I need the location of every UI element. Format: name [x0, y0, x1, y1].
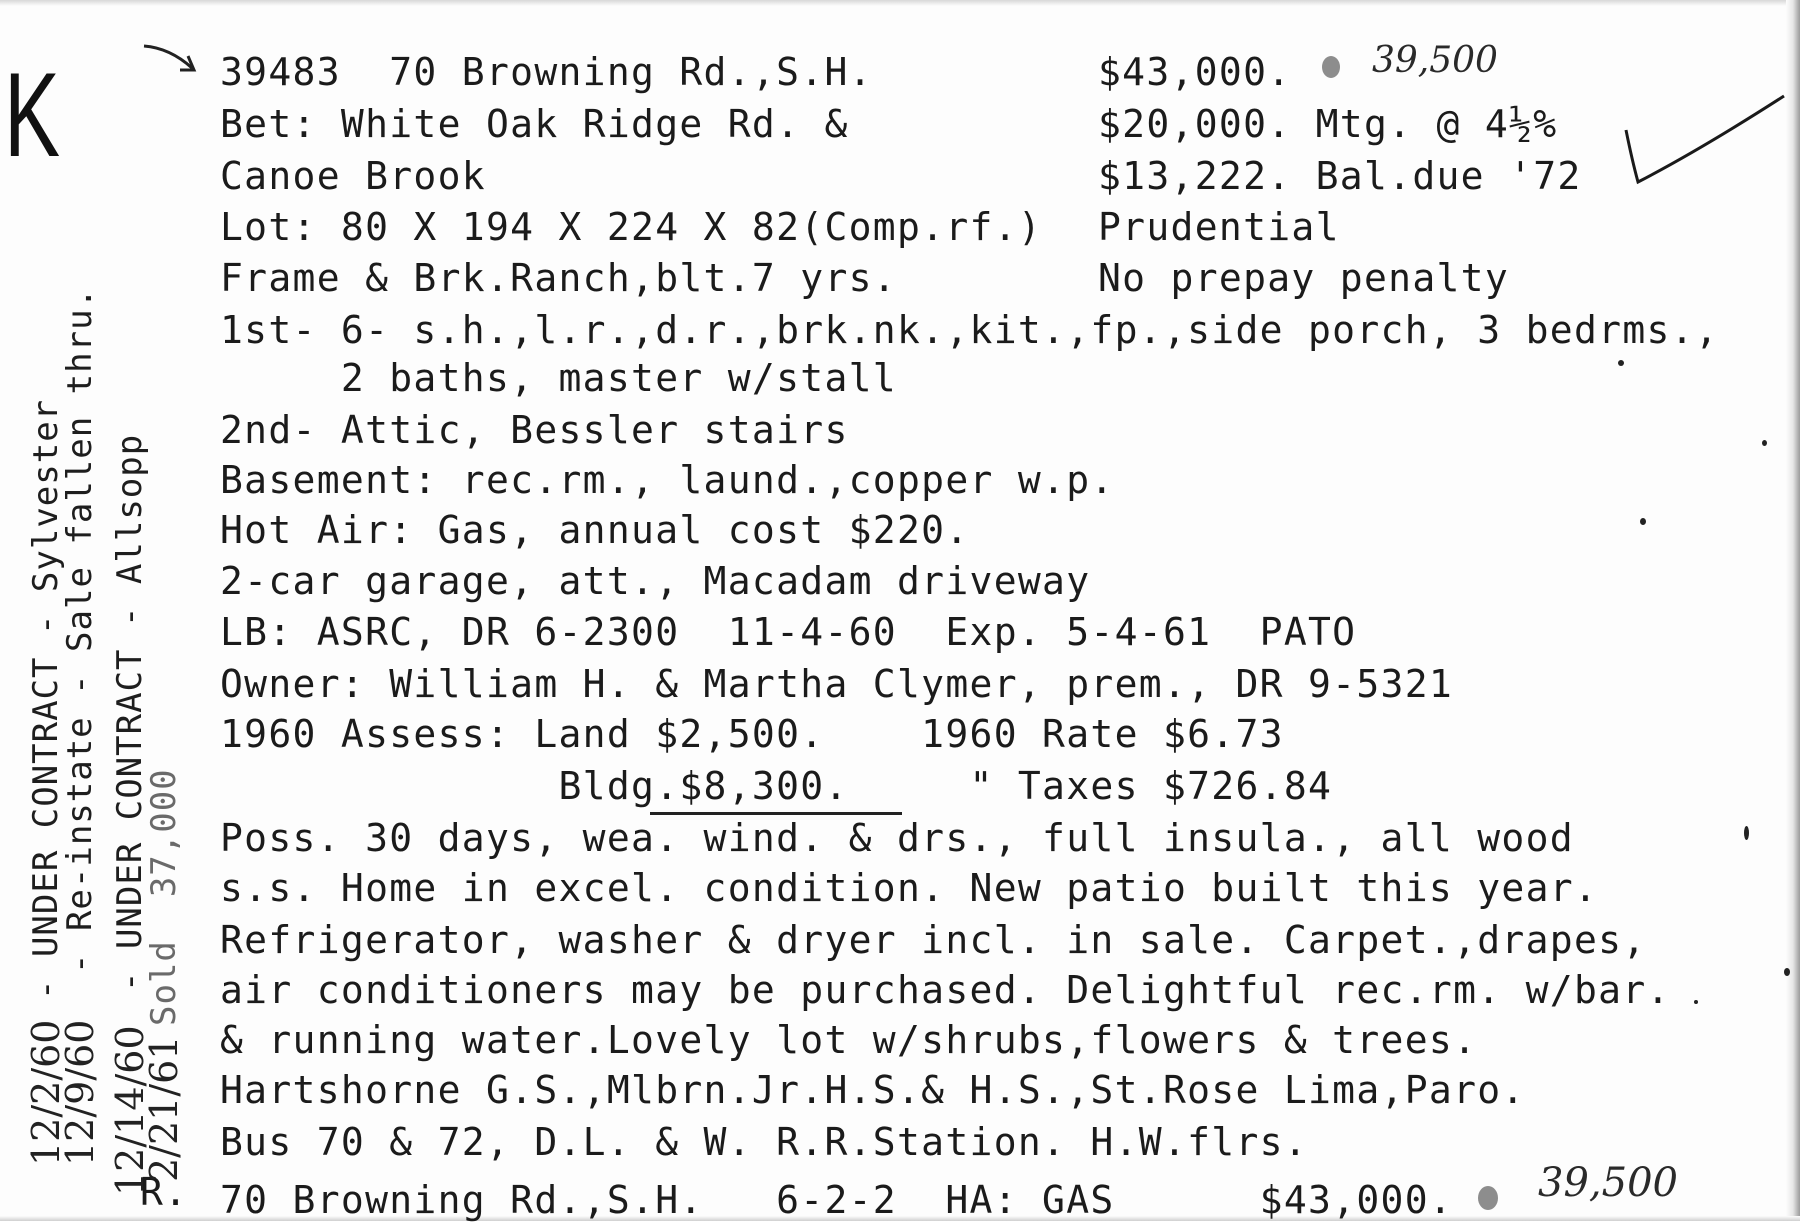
bldg-underline [650, 812, 902, 815]
lender-line: Prudential [1098, 205, 1340, 249]
speck [1762, 440, 1767, 446]
prepay-line: No prepay penalty [1098, 256, 1510, 300]
status-text: Sold 37,000 [144, 768, 184, 1026]
speck [1744, 826, 1749, 840]
listing-line: Bus 70 & 72, D.L. & W. R.R.Station. H.W.flrs. [220, 1120, 1309, 1164]
listing-line: 2-car garage, att., Macadam driveway [220, 559, 1091, 603]
speck [1784, 968, 1790, 976]
handwritten-price-top: 39,500 [1372, 40, 1498, 81]
listing-line: Refrigerator, washer & dryer incl. in sale. Carpet.,drapes, [220, 918, 1647, 962]
status-date: 12/9/60 [58, 1019, 102, 1166]
status-date: 12/14/60 [108, 1025, 152, 1196]
footer-summary: 70 Browning Rd.,S.H. 6-2-2 HA: GAS $43,000. [220, 1178, 1454, 1222]
status-text: - UNDER CONTRACT - Sylvester [26, 398, 66, 1000]
listing-line: s.s. Home in excel. condition. New patio built this year. [220, 866, 1599, 910]
price-line: $43,000. [1098, 50, 1292, 94]
status-date: 12/2/60 [24, 1019, 68, 1166]
listing-line: Owner: William H. & Martha Clymer, prem., DR 9-5321 [220, 662, 1454, 706]
check-mark [1620, 90, 1790, 200]
status-text: - Re-instate - Sale fallen thru. [60, 286, 100, 974]
listing-line: 2 baths, master w/stall [220, 356, 897, 400]
pencil-dot [1478, 1186, 1498, 1210]
footer-prefix: R. [140, 1170, 189, 1214]
listing-line: Hartshorne G.S.,Mlbrn.Jr.H.S.& H.S.,St.Rose Lima,Paro. [220, 1068, 1526, 1112]
balance-due-line: $13,222. Bal.due '72 [1098, 154, 1582, 198]
listing-line: 39483 70 Browning Rd.,S.H. [220, 50, 873, 94]
listing-line: Bldg.$8,300. " Taxes $726.84 [220, 764, 1333, 808]
listing-line: Bet: White Oak Ridge Rd. & [220, 102, 849, 146]
listing-line: Lot: 80 X 194 X 224 X 82(Comp.rf.) [220, 205, 1043, 249]
arrow-mark [140, 38, 200, 88]
speck [1640, 518, 1646, 525]
listing-line: Hot Air: Gas, annual cost $220. [220, 508, 970, 552]
listing-line: air conditioners may be purchased. Delightful rec.rm. w/bar. [220, 968, 1671, 1012]
speck [1694, 1000, 1698, 1004]
listing-line: LB: ASRC, DR 6-2300 11-4-60 Exp. 5-4-61 PATO [220, 610, 1357, 654]
listing-line: Poss. 30 days, wea. wind. & drs., full insula., all wood [220, 816, 1574, 860]
listing-line: 2nd- Attic, Bessler stairs [220, 408, 849, 452]
pencil-dot [1322, 56, 1340, 78]
handwritten-price-bottom: 39,500 [1538, 1160, 1678, 1206]
listing-line: & running water.Lovely lot w/shrubs,flowers & trees. [220, 1018, 1478, 1062]
speck [1618, 360, 1624, 366]
status-text: - UNDER CONTRACT - Allsopp [110, 433, 150, 992]
status-date: 2/21/61 [142, 1035, 186, 1182]
listing-line: 1st- 6- s.h.,l.r.,d.r.,brk.nk.,kit.,fp.,side porch, 3 bedrms., [220, 308, 1720, 352]
listing-line: Canoe Brook [220, 154, 486, 198]
listing-line: Frame & Brk.Ranch,blt.7 yrs. [220, 256, 897, 300]
card-edge-top [0, 0, 1800, 6]
listing-line: Basement: rec.rm., laund.,copper w.p. [220, 458, 1115, 502]
mortgage-line: $20,000. Mtg. @ 4½% [1098, 102, 1558, 146]
letter-mark: K [4, 48, 61, 182]
listing-line: 1960 Assess: Land $2,500. 1960 Rate $6.73 [220, 712, 1284, 756]
